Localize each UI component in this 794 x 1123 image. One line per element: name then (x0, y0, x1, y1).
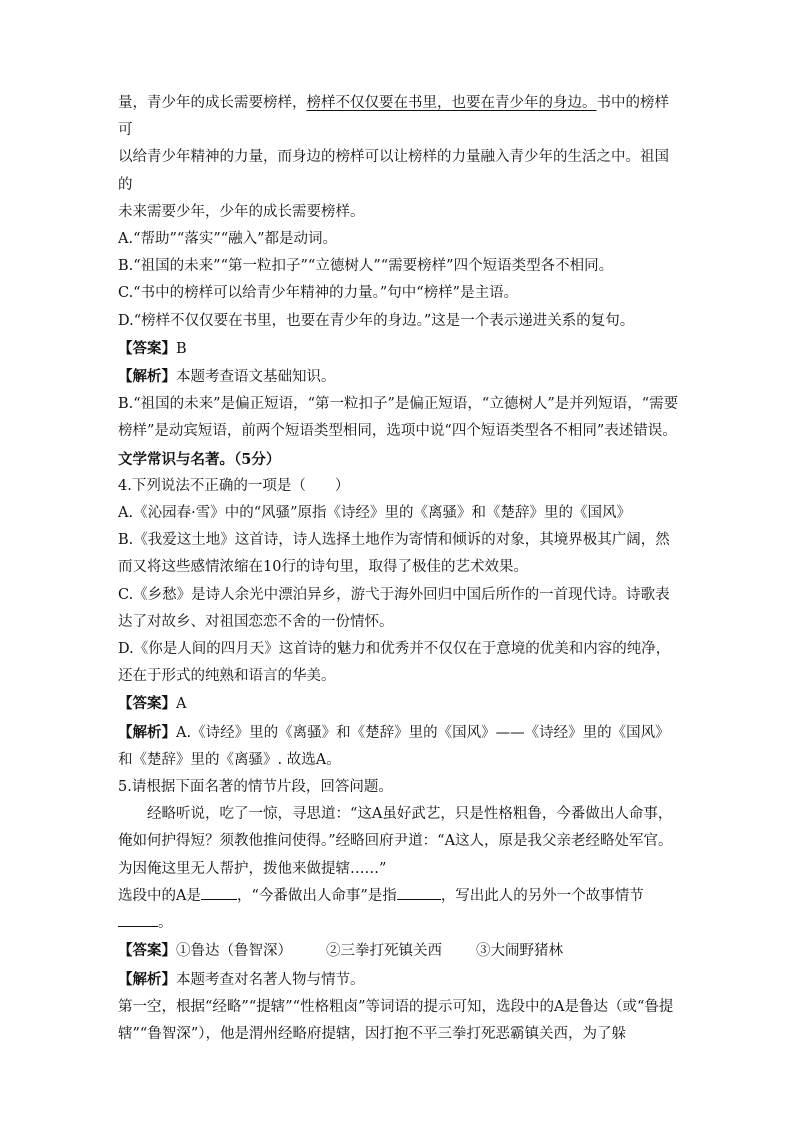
underlined-sentence: 榜样不仅仅要在书里，也要在青少年的身边。 (306, 95, 597, 111)
q4-option-d: D.《你是人间的四月天》这首诗的魅力和优秀并不仅仅在于意境的优美和内容的纯净，还在于形式的纯熟和语言的华美。 (118, 641, 671, 685)
answer-value-1: ①鲁达（鲁智深） (176, 943, 292, 960)
analysis-text: A.《诗经》里的《离骚》和《楚辞》里的《国风》——《诗经》里的《国风》和《楚辞》里的《离骚》. 故选A。 (118, 724, 670, 768)
q3-option-d: D.“榜样不仅仅要在书里，也要在青少年的身边。”这是一个表示递进关系的复句。 (118, 312, 635, 329)
answer-value-2: ②三拳打死镇关西 (326, 943, 442, 960)
answer-value-3: ③大闹野猪林 (476, 943, 563, 960)
q5-stem: 5.请根据下面名著的情节片段，回答问题。 (118, 779, 393, 796)
q4-option-b: B.《我爱这土地》这首诗，诗人选择土地作为寄情和倾诉的对象，其境界极其广阔，然而又将这些感情浓缩在10行的诗句里，取得了极佳的艺术效果。 (118, 532, 670, 576)
text-span: 书中的榜样可 (118, 95, 669, 139)
answer-blank[interactable] (201, 883, 237, 900)
q5-question (118, 883, 680, 937)
analysis-text: 本题考查对名著人物与情节。 (176, 971, 365, 988)
text-span: ，写出此人的另外一个故事情节 (440, 887, 644, 904)
q3-analysis (118, 363, 680, 391)
section-title: 文学常识与名著。（5分） (118, 450, 281, 468)
answer-blank[interactable] (118, 910, 158, 927)
q3-option-c: C.“书中的榜样可以给青少年精神的力量。”句中“榜样”是主语。 (118, 285, 519, 302)
q3-answer (118, 335, 680, 363)
text-span: ，“今番做出人命事”是指 (236, 887, 397, 904)
q4-option-a: A.《沁园春·雪》中的“风骚”原指《诗经》里的《离骚》和《楚辞》里的《国风》 (118, 505, 632, 522)
q5-analysis-detail: 第一空，根据“经略”“提辖”“性格粗卤”等词语的提示可知，选段中的A是鲁达（或“鲁提辖”“鲁智深”），他是渭州经略府提辖，因打抱不平三拳打死恶霸镇关西，为了躲 (118, 998, 674, 1042)
answer-label: 【答案】 (118, 695, 176, 713)
text-span: 量，青少年的成长需要榜样， (118, 95, 307, 111)
q3-option-b: B.“祖国的未来”“第一粒扣子”“立德树人”“需要榜样”四个短语类型各不相同。 (118, 258, 614, 275)
q3-passage-line1 (118, 90, 680, 144)
q4-answer (118, 690, 680, 718)
answer-label: 【答案】 (118, 339, 176, 357)
analysis-text: 本题考查语文基础知识。 (176, 369, 336, 386)
document-page (118, 90, 680, 1048)
q4-stem: 4.下列说法不正确的一项是（ ） (118, 477, 350, 494)
q3-option-a: A.“帮助”“落实”“融入”都是动词。 (118, 231, 338, 248)
q3-analysis-detail: B.“祖国的未来”是偏正短语，“第一粒扣子”是偏正短语，“立德树人”是并列短语，“需要榜样”是动宾短语，前两个短语类型相同，选项中说“四个短语类型各不相同”表述错误。 (118, 396, 679, 440)
q4-analysis (118, 719, 680, 774)
q5-passage: 经略听说，吃了一惊，寻思道：“这A虽好武艺，只是性格粗鲁，今番做出人命事，俺如何护得短？须教他推问使得。”经略回府尹道：“A这人，原是我父亲老经略处军官。为因俺这里无人帮护，拨他来做提辖……” (118, 806, 673, 877)
analysis-label: 【解析】 (118, 368, 176, 386)
answer-blank[interactable] (397, 883, 441, 900)
analysis-label: 【解析】 (118, 723, 176, 741)
analysis-label: 【解析】 (118, 970, 176, 988)
text-span: 选段中的A是 (118, 887, 201, 904)
q3-passage-line3: 未来需要少年，少年的成长需要榜样。 (118, 203, 365, 220)
answer-value: B (176, 340, 187, 357)
text-span: 。 (158, 915, 173, 932)
q5-analysis (118, 966, 680, 994)
q3-passage-line2: 以给青少年精神的力量，而身边的榜样可以让榜样的力量融入青少年的生活之中。祖国的 (118, 149, 669, 193)
answer-label: 【答案】 (118, 942, 176, 960)
q5-answer (118, 937, 680, 965)
q4-option-c: C.《乡愁》是诗人余光中漂泊异乡，游弋于海外回归中国后所作的一首现代诗。诗歌表达了对故乡、对祖国恋恋不舍的一份情怀。 (118, 586, 670, 630)
answer-value: A (176, 696, 187, 713)
